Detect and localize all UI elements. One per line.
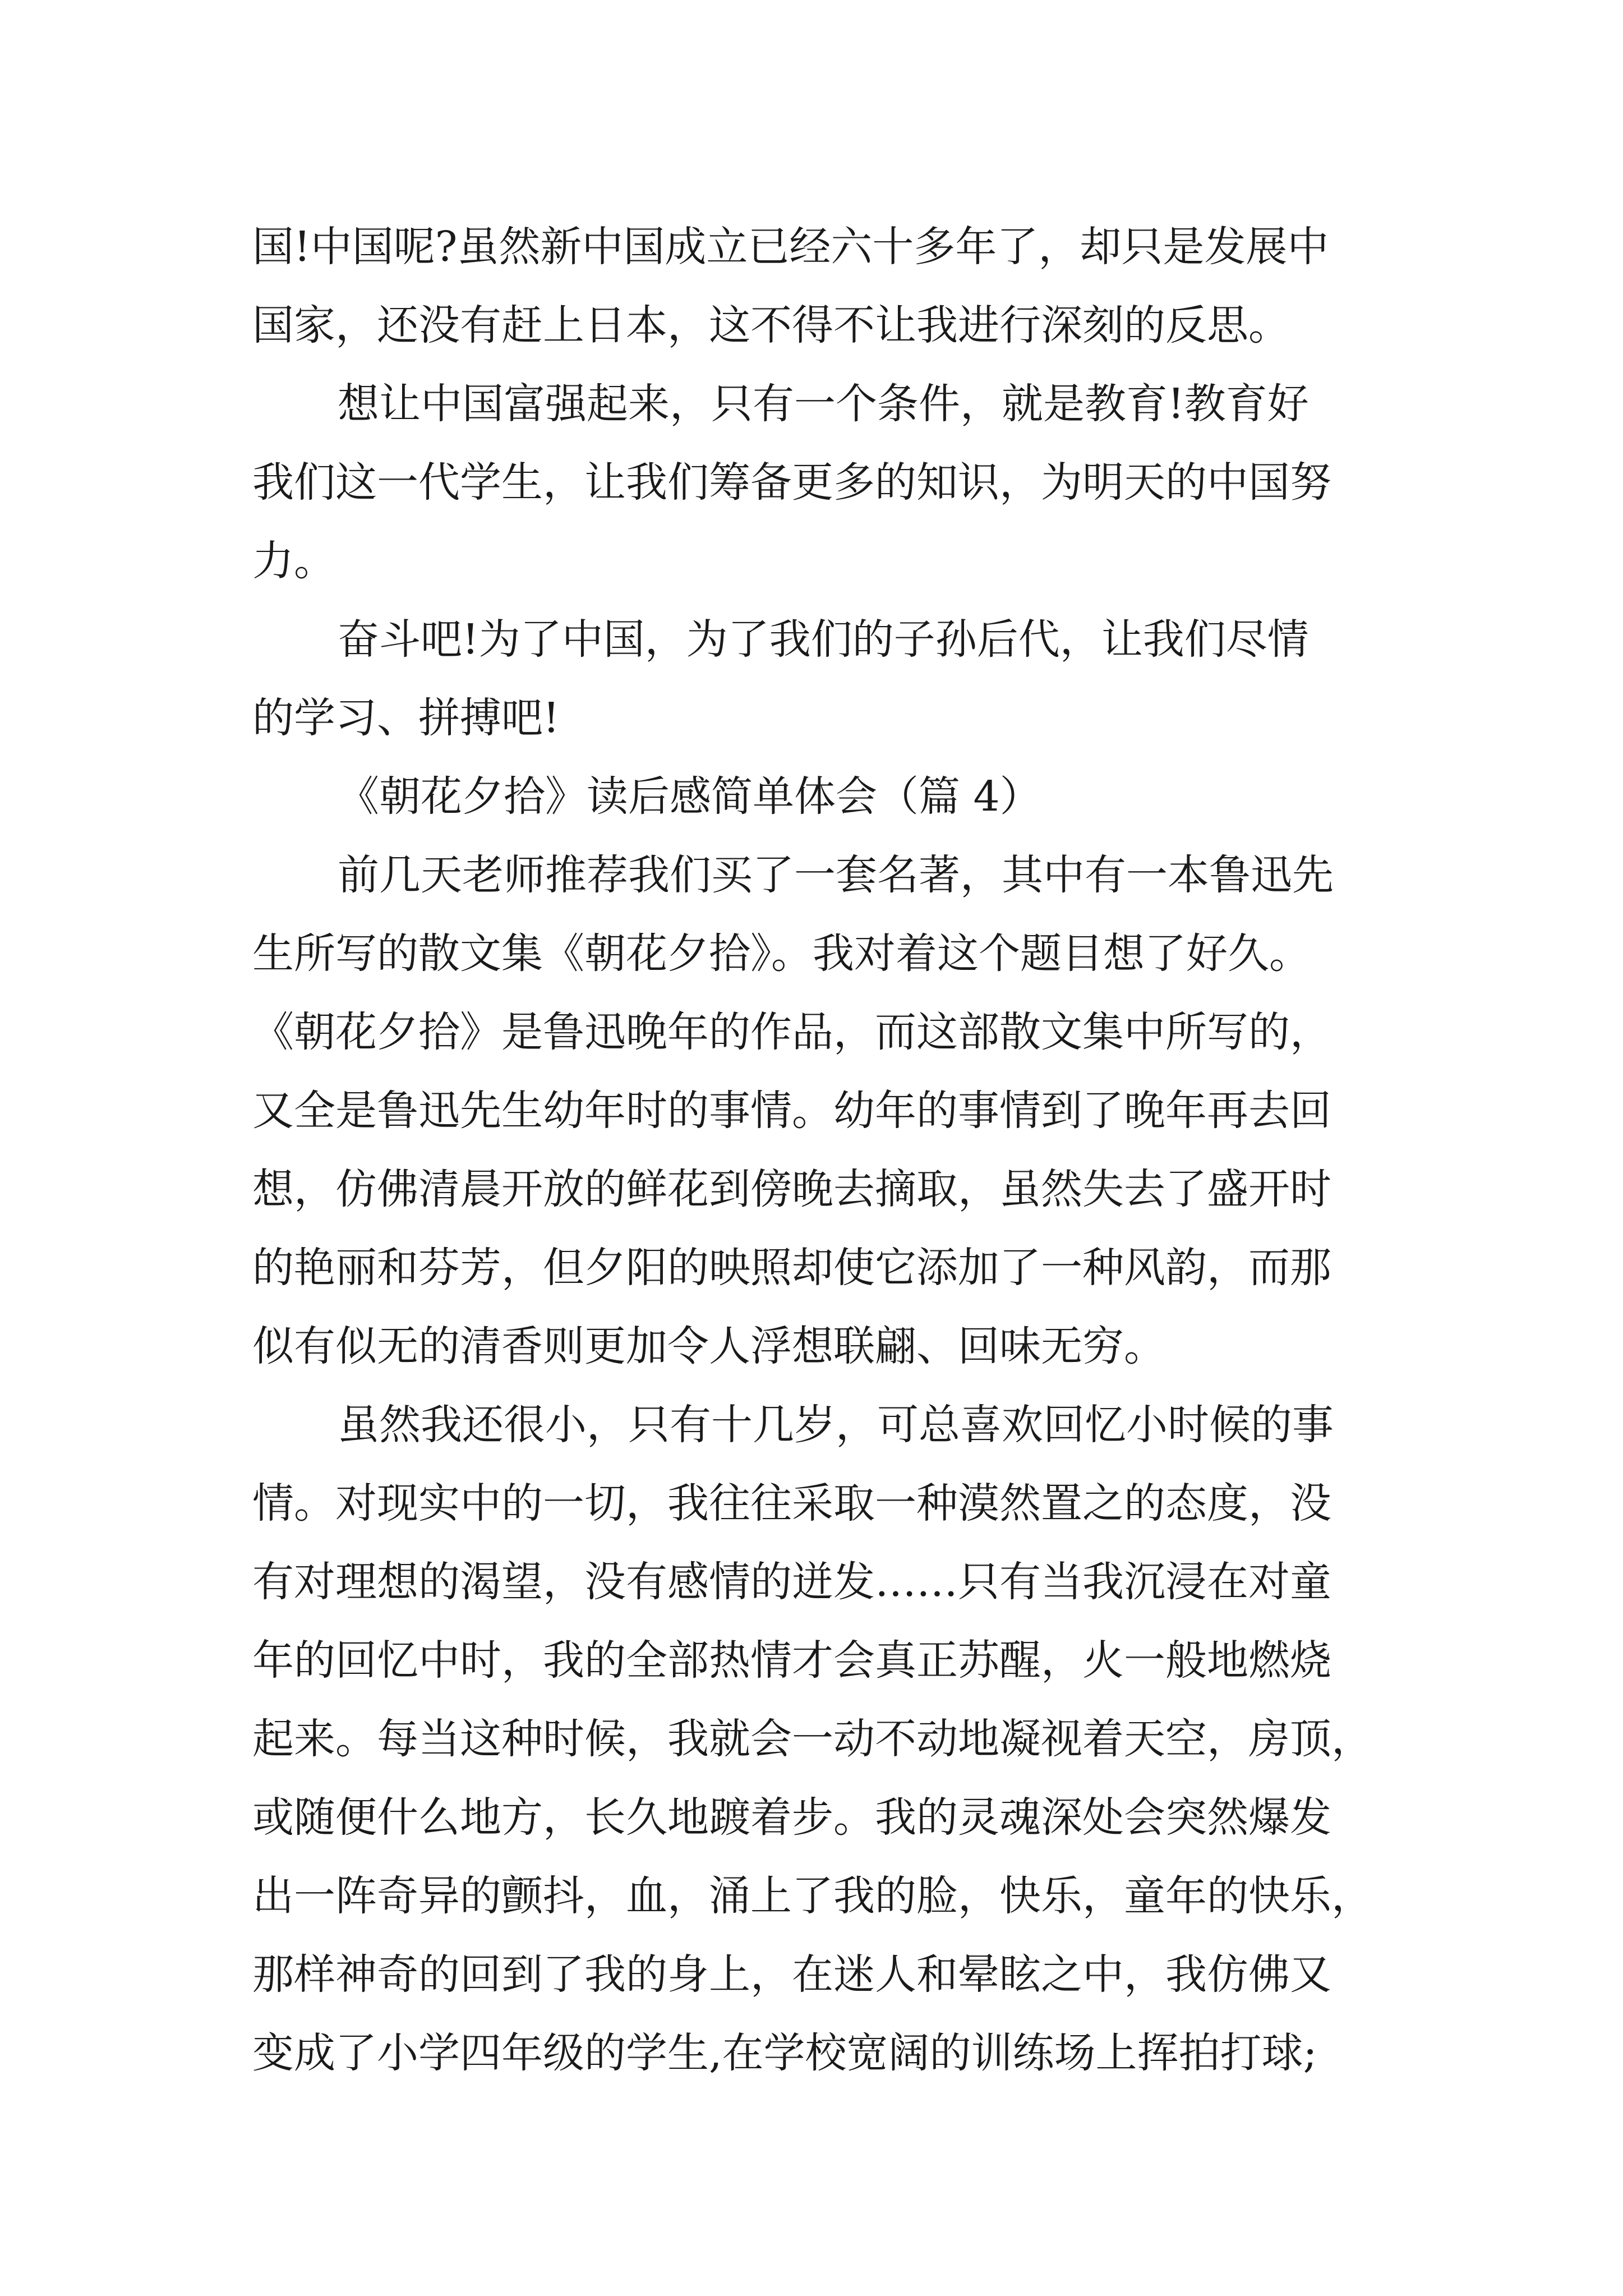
- text-line: 那样神奇的回到了我的身上，在迷人和晕眩之中，我仿佛又: [252, 1950, 1331, 1999]
- text-line: 有对理想的渴望，没有感情的迸发……只有当我沉浸在对童: [252, 1558, 1331, 1606]
- text-line: 的艳丽和芬芳，但夕阳的映照却使它添加了一种风韵，而那: [252, 1244, 1331, 1292]
- paragraph-start-line: 想让中国富强起来，只有一个条件，就是教育!教育好: [338, 380, 1309, 428]
- text-line: 又全是鲁迅先生幼年时的事情。幼年的事情到了晚年再去回: [252, 1087, 1331, 1135]
- text-line: 变成了小学四年级的学生,在学校宽阔的训练场上挥拍打球;: [252, 2029, 1317, 2077]
- paragraph-start-line: 奋斗吧!为了中国，为了我们的子孙后代，让我们尽情: [338, 615, 1309, 664]
- text-line: 国!中国呢?虽然新中国成立已经六十多年了，却只是发展中: [252, 223, 1329, 271]
- document-page: [252, 208, 1380, 2092]
- text-line: 《朝花夕拾》是鲁迅晚年的作品，而这部散文集中所写的，: [252, 1008, 1331, 1056]
- paragraph-start-line: 前几天老师推荐我们买了一套名著，其中有一本鲁迅先: [338, 851, 1334, 899]
- text-line: 国家，还没有赶上日本，这不得不让我进行深刻的反思。: [252, 301, 1290, 349]
- text-line: 年的回忆中时，我的全部热情才会真正苏醒，火一般地燃烧: [252, 1636, 1331, 1685]
- text-line: 情。对现实中的一切，我往往采取一种漠然置之的态度，没: [252, 1479, 1331, 1527]
- text-line: 力。: [252, 537, 335, 585]
- section-heading: 《朝花夕拾》读后感简单体会（篇 4）: [338, 772, 1041, 821]
- text-line: 似有似无的清香则更加令人浮想联翩、回味无穷。: [252, 1322, 1165, 1370]
- paragraph-start-line: 虽然我还很小，只有十几岁，可总喜欢回忆小时候的事: [338, 1401, 1334, 1449]
- text-line: 生所写的散文集《朝花夕拾》。我对着这个题目想了好久。: [252, 930, 1311, 978]
- text-line: 起来。每当这种时候，我就会一动不动地凝视着天空，房顶，: [252, 1715, 1373, 1763]
- text-line: 出一阵奇异的颤抖，血，涌上了我的脸，快乐，童年的快乐，: [252, 1872, 1373, 1920]
- text-line: 想，仿佛清晨开放的鲜花到傍晚去摘取，虽然失去了盛开时: [252, 1165, 1331, 1213]
- text-line: 我们这一代学生，让我们筹备更多的知识，为明天的中国努: [252, 458, 1331, 507]
- text-line: 或随便什么地方，长久地踱着步。我的灵魂深处会突然爆发: [252, 1793, 1331, 1842]
- text-line: 的学习、拼搏吧!: [252, 694, 560, 742]
